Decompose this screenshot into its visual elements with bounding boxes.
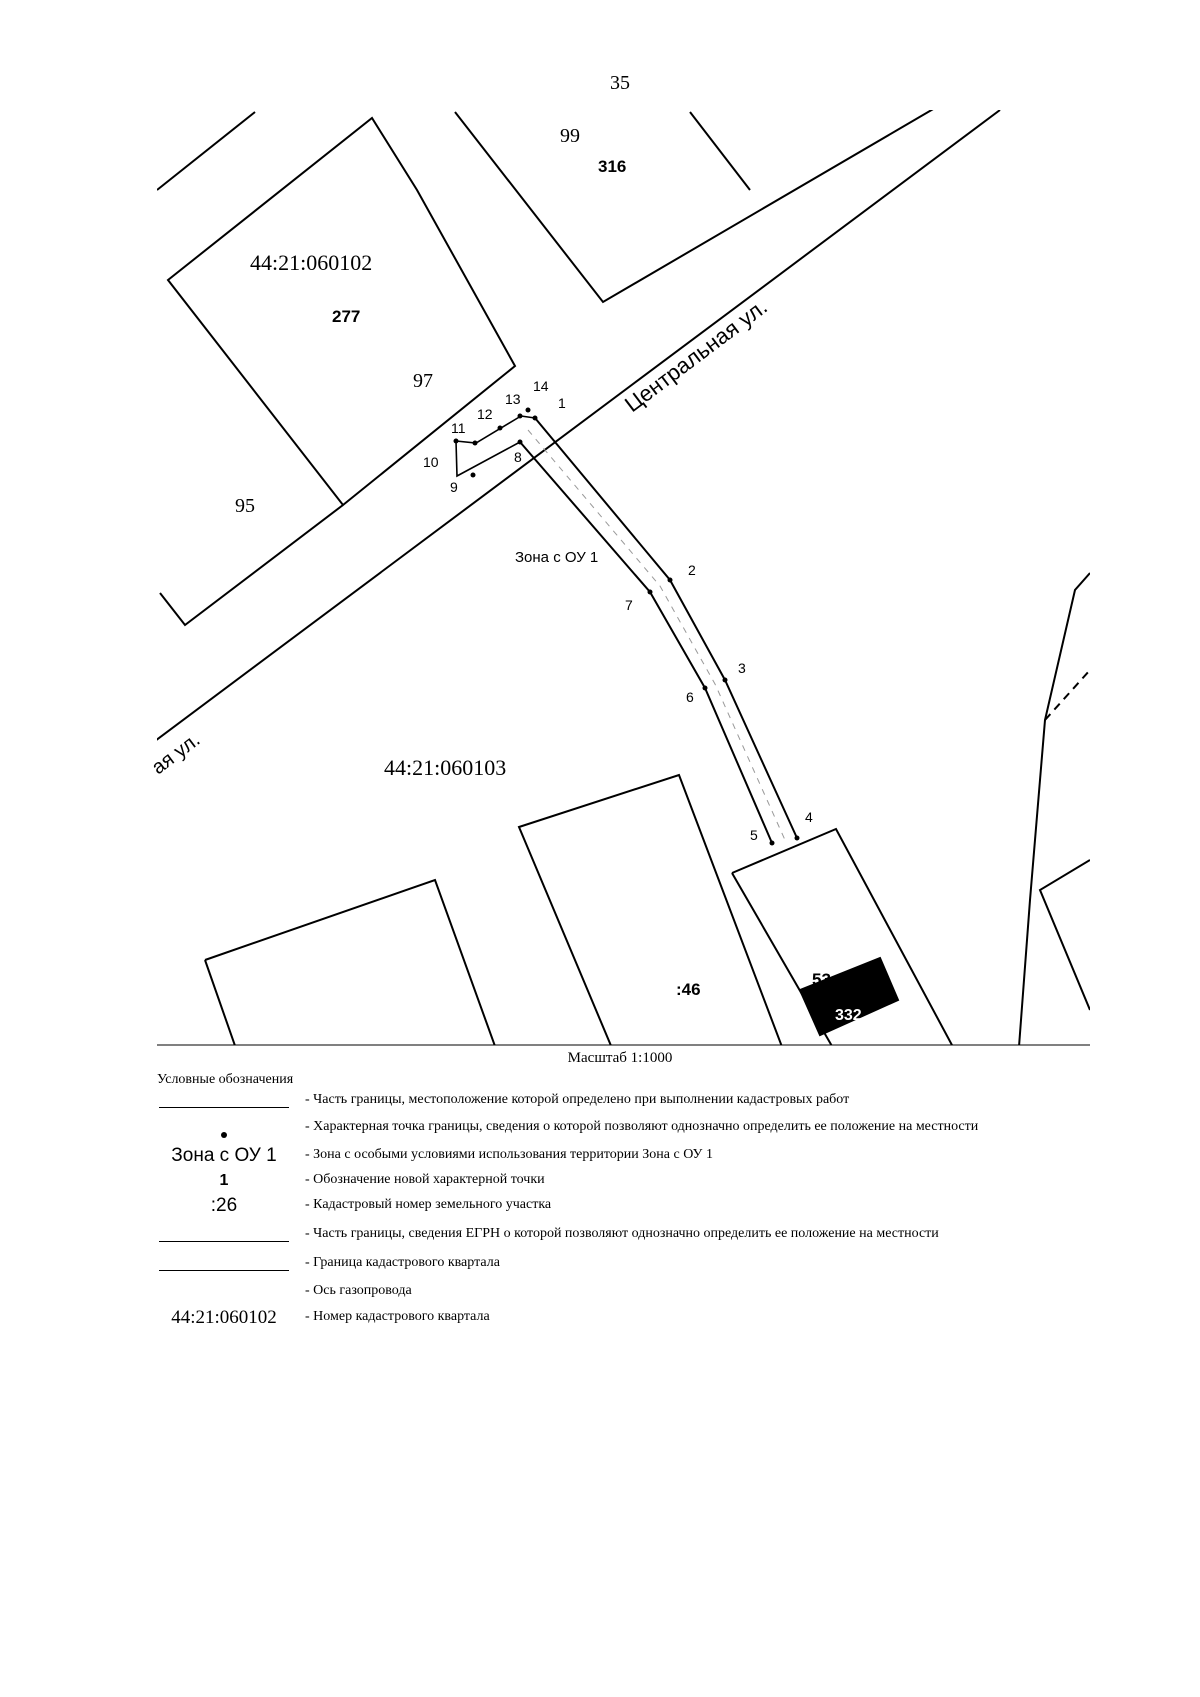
point-dot [454,439,459,444]
point-label: 1 [558,395,566,411]
point-label: 9 [450,479,458,495]
solid-boundary-line-icon [159,1241,289,1242]
point-label: 14 [533,378,549,394]
quarter-label-060102: 44:21:060102 [250,250,373,275]
point-label: 12 [477,406,493,422]
point-label: 3 [738,660,746,676]
parcel-label-332: 332 [835,1007,862,1024]
parcel-label-53: 53 [812,970,831,989]
parcel-boundary [1018,573,1090,1060]
point-dot [703,686,708,691]
point-label: 2 [688,562,696,578]
parcel-boundary-46 [519,775,787,1060]
point-label: 10 [423,454,439,470]
house-number-97: 97 [413,370,433,392]
legend-item: - Характерная точка границы, сведения о которой позволяют однозначно определить ее положение на местности [157,1115,1157,1141]
parcel-label-46: :46 [676,980,701,999]
map-labels [148,125,862,1024]
quarter-boundary-line-icon [159,1270,289,1271]
point-label: 4 [805,809,813,825]
point-dot [795,836,800,841]
street-label: Центральная ул. [619,293,772,417]
point-dot [648,590,653,595]
point-dot [518,414,523,419]
point-label: 8 [514,449,522,465]
point-label: 5 [750,827,758,843]
parcel-boundary-95 [160,505,343,625]
parcel-boundary-316-inner [690,112,750,190]
legend-item: 44:21:060102 - Номер кадастрового квартала [171,1307,490,1328]
parcel-boundary [157,112,255,190]
legend-item: :26 - Кадастровый номер земельного участка [210,1195,552,1216]
page-number: 35 [610,72,630,94]
point-dot [723,678,728,683]
parcel-label-277: 277 [332,307,361,326]
quarter-boundary-line [100,110,1000,782]
legend-item: - Часть границы, местоположение которой определено при выполнении кадастровых работ [157,1088,1157,1114]
house-number-95: 95 [235,495,255,517]
legend-item: 1 - Обозначение новой характерной точки [219,1172,545,1189]
quarter-label-060103: 44:21:060103 [384,755,507,780]
point-dot [533,416,538,421]
gas-pipeline-axis [528,430,785,840]
point-label: 6 [686,689,694,705]
legend-item: - Граница кадастрового квартала [157,1251,1157,1277]
legend-title: Условные обозначения [157,1072,294,1087]
scale-label: Масштаб 1:1000 [567,1050,673,1066]
point-dot [518,440,523,445]
house-number-99: 99 [560,125,580,147]
legend-item: - Ось газопровода [305,1283,412,1298]
legend-item: - Часть границы, сведения ЕГРН о которой позволяют однозначно определить ее положение на местности [157,1222,1157,1248]
parcel-boundary-316 [455,70,1000,302]
parcel-boundary [205,880,500,1060]
point-dot [668,578,673,583]
point-label: 11 [451,420,466,436]
parcel-label-316: 316 [598,157,627,176]
parcel-boundary-332 [732,829,960,1060]
street-label-partial: ая ул. [147,728,205,779]
zone-label: Зона с ОУ 1 [515,549,599,566]
point-dot [498,426,503,431]
point-label: 7 [625,597,633,613]
parcel-boundary [1040,860,1090,1010]
gas-zone-boundary-outer [535,418,797,838]
gas-zone-boundary-inner [520,442,772,843]
point-dot [471,473,476,478]
point-dot [473,441,478,446]
point-dot-icon [221,1132,227,1138]
point-dot [770,841,775,846]
legend-item: Зона с ОУ 1 - Зона с особыми условиями использования территории Зона с ОУ 1 [171,1145,713,1166]
point-dot [526,408,531,413]
point-label: 13 [505,391,521,407]
dashed-boundary-line-icon [159,1107,289,1108]
zone-boundary-small [456,441,520,476]
